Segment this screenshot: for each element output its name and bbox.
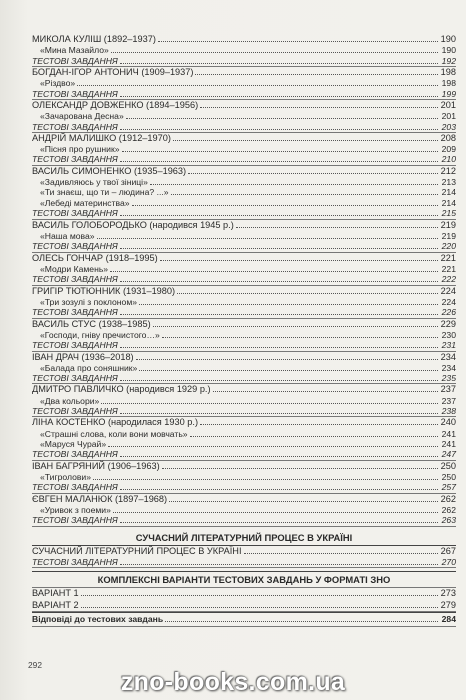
toc-author-row[interactable] xyxy=(32,384,456,395)
section-item-label: СУЧАСНИЙ ЛІТЕРАТУРНИЙ ПРОЦЕС В УКРАЇНІ xyxy=(32,545,242,556)
dot-leader xyxy=(136,352,438,360)
toc-variant-row[interactable] xyxy=(32,588,456,599)
toc-variant-row[interactable] xyxy=(32,600,456,611)
dot-leader xyxy=(139,297,438,305)
page-ref: 224 xyxy=(440,285,456,296)
page-ref: 221 xyxy=(440,252,456,263)
page-ref: 231 xyxy=(441,340,456,351)
toc-author-row[interactable] xyxy=(32,286,456,297)
work-title: «Наша мова» xyxy=(40,230,95,241)
toc-work-row[interactable] xyxy=(32,396,456,406)
page-ref: 241 xyxy=(441,428,456,439)
page-ref: 219 xyxy=(440,219,456,230)
author-heading: ВАСИЛЬ ГОЛОБОРОДЬКО (народився 1945 р.) xyxy=(32,219,234,230)
work-title: «Лебеді материнства» xyxy=(40,197,130,208)
dot-leader xyxy=(195,67,438,75)
toc-work-row[interactable] xyxy=(32,264,456,274)
author-heading: АНДРІЙ МАЛИШКО (1912–1970) xyxy=(32,132,171,143)
page-ref: 257 xyxy=(441,482,456,493)
page-ref: 262 xyxy=(441,504,456,515)
toc-tests-row[interactable] xyxy=(32,56,456,66)
tests-label: ТЕСТОВІ ЗАВДАННЯ xyxy=(32,556,118,567)
toc-work-row[interactable] xyxy=(32,187,456,197)
toc-section-modern xyxy=(32,545,456,569)
toc-tests-row[interactable] xyxy=(32,241,456,251)
page-ref: 214 xyxy=(441,197,456,208)
author-heading: МИКОЛА КУЛІШ (1892–1937) xyxy=(32,34,156,44)
work-title: «Три зозулі з поклоном» xyxy=(40,296,138,307)
page-ref: 221 xyxy=(441,263,456,274)
dot-leader xyxy=(120,208,438,216)
tests-label: ТЕСТОВІ ЗАВДАННЯ xyxy=(32,482,118,493)
toc-entry-bahrianyi xyxy=(32,461,456,494)
dot-leader xyxy=(139,363,438,371)
tests-label: ТЕСТОВІ ЗАВДАННЯ xyxy=(32,121,118,132)
toc-work-row[interactable] xyxy=(32,505,456,515)
page-ref: 198 xyxy=(441,78,456,89)
work-title: «Страшні слова, коли вони мовчать» xyxy=(40,428,188,439)
page-number: 292 xyxy=(28,660,42,670)
author-heading: ЄВГЕН МАЛАНЮК (1897–1968) xyxy=(32,493,168,504)
toc-tests-row[interactable] xyxy=(32,515,456,525)
toc-tests-row[interactable] xyxy=(32,274,456,284)
dot-leader xyxy=(120,56,438,64)
tests-label: ТЕСТОВІ ЗАВДАННЯ xyxy=(32,208,118,219)
section-title-modern: СУЧАСНИЙ ЛІТЕРАТУРНИЙ ПРОЦЕС В УКРАЇНІ xyxy=(135,531,353,543)
toc-entry-symonenko xyxy=(32,166,456,220)
page-ref: 198 xyxy=(440,66,456,77)
dot-leader xyxy=(165,614,438,622)
dot-leader xyxy=(173,133,438,141)
work-title: «Господи, гніву пречистого…» xyxy=(40,329,160,340)
toc-tests-row[interactable] xyxy=(32,122,456,132)
page-ref: 214 xyxy=(441,187,456,198)
page-ref: 279 xyxy=(440,599,456,610)
page-ref: 210 xyxy=(441,154,456,165)
tests-label: ТЕСТОВІ ЗАВДАННЯ xyxy=(32,154,118,165)
tests-label: ТЕСТОВІ ЗАВДАННЯ xyxy=(32,241,118,252)
page-ref: 209 xyxy=(441,144,456,155)
dot-leader xyxy=(120,515,438,523)
dot-leader xyxy=(93,472,438,480)
dot-leader xyxy=(110,264,438,272)
work-title: «Маруся Чурай» xyxy=(40,439,107,450)
toc-author-row[interactable] xyxy=(32,34,456,45)
dot-leader xyxy=(120,340,438,348)
tests-label: ТЕСТОВІ ЗАВДАННЯ xyxy=(32,406,118,417)
toc-tests-row[interactable] xyxy=(32,449,456,459)
tests-label: ТЕСТОВІ ЗАВДАННЯ xyxy=(32,88,118,99)
toc-entry-malyshko xyxy=(32,133,456,166)
toc-work-row[interactable] xyxy=(32,231,456,241)
toc-tests-row[interactable] xyxy=(32,154,456,164)
page-ref: 237 xyxy=(440,384,456,395)
dot-leader xyxy=(150,177,438,185)
dot-leader xyxy=(169,494,438,502)
toc-entry-malaniuk xyxy=(32,494,456,527)
dot-leader xyxy=(122,144,438,152)
tests-label: ТЕСТОВІ ЗАВДАННЯ xyxy=(32,307,118,318)
dot-leader xyxy=(108,439,438,447)
toc-author-row[interactable] xyxy=(32,494,456,505)
work-title: «Модри Камень» xyxy=(40,263,109,274)
page-ref: 270 xyxy=(441,556,456,567)
page-ref: 284 xyxy=(441,613,456,624)
toc-entry-kostenko xyxy=(32,417,456,460)
page-ref: 234 xyxy=(440,351,456,362)
page-ref: 203 xyxy=(441,121,456,132)
variant-label: ВАРІАНТ 1 xyxy=(32,588,79,599)
dot-leader xyxy=(120,154,438,162)
toc-tests-row[interactable] xyxy=(32,340,456,350)
dot-leader xyxy=(120,307,438,315)
dot-leader xyxy=(113,505,438,513)
toc-entry-dovzhenko xyxy=(32,100,456,133)
page-ref: 226 xyxy=(441,307,456,318)
page-ref: 201 xyxy=(440,99,456,110)
page-ref: 229 xyxy=(440,318,456,329)
tests-label: ТЕСТОВІ ЗАВДАННЯ xyxy=(32,449,118,460)
answers-label: Відповіді до тестових завдань xyxy=(32,613,164,624)
work-title: «Уривок з поеми» xyxy=(40,504,111,515)
dot-leader xyxy=(126,111,438,119)
toc-tests-row[interactable] xyxy=(32,557,456,567)
tests-label: ТЕСТОВІ ЗАВДАННЯ xyxy=(32,515,118,526)
page-ref: 241 xyxy=(441,439,456,450)
toc-tests-row[interactable] xyxy=(32,307,456,317)
page-ref: 208 xyxy=(440,132,456,143)
work-title: «Балада про соняшник» xyxy=(40,362,138,373)
page-ref: 213 xyxy=(441,177,456,188)
page-ref: 250 xyxy=(441,471,456,482)
toc-author-row[interactable] xyxy=(32,352,456,363)
page-ref: 219 xyxy=(441,230,456,241)
author-heading: ЛІНА КОСТЕНКО (народилася 1930 р.) xyxy=(32,417,199,428)
toc-entry-stus xyxy=(32,319,456,352)
toc-work-row[interactable] xyxy=(32,429,456,439)
page-ref: 263 xyxy=(441,515,456,526)
section-title-zno: КОМПЛЕКСНІ ВАРІАНТИ ТЕСТОВИХ ЗАВДАНЬ У ФОРМАТІ ЗНО xyxy=(32,571,456,588)
dot-leader xyxy=(213,384,438,392)
dot-leader xyxy=(200,100,438,108)
toc-work-row[interactable] xyxy=(32,111,456,121)
page-ref: 212 xyxy=(440,165,456,176)
toc-tests-row[interactable] xyxy=(32,482,456,492)
author-heading: ДМИТРО ПАВЛИЧКО (народився 1929 р.) xyxy=(32,384,211,395)
dot-leader xyxy=(120,241,438,249)
page-ref: 230 xyxy=(441,329,456,340)
work-title: «Різдво» xyxy=(40,78,76,89)
dot-leader xyxy=(120,406,438,414)
toc-work-row[interactable] xyxy=(32,78,456,88)
toc-author-row[interactable] xyxy=(32,319,456,330)
toc-work-row[interactable] xyxy=(32,297,456,307)
page-ref: 240 xyxy=(440,417,456,428)
tests-label: ТЕСТОВІ ЗАВДАННЯ xyxy=(32,274,118,285)
toc-entry-antonych xyxy=(32,67,456,100)
dot-leader xyxy=(158,34,438,42)
toc-author-row[interactable] xyxy=(32,253,456,264)
work-title: «Задивляюсь у твої зіниці» xyxy=(40,177,148,188)
dot-leader xyxy=(120,557,438,565)
dot-leader xyxy=(200,417,438,425)
dot-leader xyxy=(120,122,438,130)
dot-leader xyxy=(153,319,438,327)
toc-answers-row[interactable] xyxy=(32,613,456,626)
toc-entry-kulish xyxy=(32,34,456,67)
toc-entry-tiutiunnyk xyxy=(32,286,456,319)
page-ref: 237 xyxy=(441,395,456,406)
variant-label: ВАРІАНТ 2 xyxy=(32,599,79,610)
author-heading: ВАСИЛЬ СТУС (1938–1985) xyxy=(32,318,151,329)
page-ref: 215 xyxy=(441,208,456,219)
work-title: «Пісня про рушник» xyxy=(40,144,120,155)
author-heading: ВАСИЛЬ СИМОНЕНКО (1935–1963) xyxy=(32,165,187,176)
dot-leader xyxy=(120,449,438,457)
dot-leader xyxy=(111,45,438,53)
toc-tests-row[interactable] xyxy=(32,208,456,218)
work-title: «Мина Мазайло» xyxy=(40,45,109,56)
page-ref: 267 xyxy=(440,545,456,556)
dot-leader xyxy=(188,166,438,174)
dot-leader xyxy=(120,373,438,381)
dot-leader xyxy=(236,220,438,228)
page-ref: 238 xyxy=(441,406,456,417)
author-heading: ІВАН БАГРЯНИЙ (1906–1963) xyxy=(32,460,160,471)
tests-label: ТЕСТОВІ ЗАВДАННЯ xyxy=(32,373,118,384)
page-ref: 250 xyxy=(440,460,456,471)
toc-tests-row[interactable] xyxy=(32,89,456,99)
toc-answers xyxy=(32,612,456,627)
toc-work-row[interactable] xyxy=(32,198,456,208)
toc-tests-row[interactable] xyxy=(32,406,456,416)
toc-author-row[interactable] xyxy=(32,461,456,472)
toc-section-row[interactable] xyxy=(32,546,456,557)
site-watermark: zno-books.com.ua xyxy=(120,668,346,696)
toc-tests-row[interactable] xyxy=(32,373,456,383)
toc-author-row[interactable] xyxy=(32,67,456,78)
author-heading: ОЛЕКСАНДР ДОВЖЕНКО (1894–1956) xyxy=(32,99,199,110)
author-heading: БОГДАН-ІГОР АНТОНИЧ (1909–1937) xyxy=(32,66,194,77)
dot-leader xyxy=(101,396,438,404)
dot-leader xyxy=(120,274,438,282)
dot-leader xyxy=(171,187,438,195)
tests-label: ТЕСТОВІ ЗАВДАННЯ xyxy=(32,55,118,66)
page-ref: 199 xyxy=(441,88,456,99)
page-ref: 190 xyxy=(441,45,456,56)
toc-entry-honchar xyxy=(32,253,456,286)
dot-leader xyxy=(120,89,438,97)
toc-author-row[interactable] xyxy=(32,133,456,144)
page-ref: 235 xyxy=(441,373,456,384)
table-of-contents xyxy=(32,34,456,627)
author-heading: ІВАН ДРАЧ (1936–2018) xyxy=(32,351,134,362)
page-ref: 220 xyxy=(441,241,456,252)
toc-author-row[interactable] xyxy=(32,220,456,231)
author-heading: ОЛЕСЬ ГОНЧАР (1918–1995) xyxy=(32,252,158,263)
tests-label: ТЕСТОВІ ЗАВДАННЯ xyxy=(32,340,118,351)
work-title: «Два кольори» xyxy=(40,395,100,406)
toc-work-row[interactable] xyxy=(32,177,456,187)
dot-leader xyxy=(132,198,438,206)
toc-work-row[interactable] xyxy=(32,472,456,482)
toc-work-row[interactable] xyxy=(32,439,456,449)
toc-entry-pavlychko xyxy=(32,384,456,417)
toc-author-row[interactable] xyxy=(32,417,456,428)
work-title: «Зачарована Десна» xyxy=(40,111,124,122)
dot-leader xyxy=(162,461,438,469)
toc-author-row[interactable] xyxy=(32,166,456,177)
page-ref: 222 xyxy=(441,274,456,285)
toc-entry-holoborodko xyxy=(32,220,456,253)
dot-leader xyxy=(190,429,438,437)
dot-leader xyxy=(97,231,438,239)
dot-leader xyxy=(81,588,438,596)
toc-work-row[interactable] xyxy=(32,144,456,154)
toc-author-row[interactable] xyxy=(32,100,456,111)
work-title: «Ти знаєш, що ти – людина? ...» xyxy=(40,187,169,198)
dot-leader xyxy=(77,78,438,86)
toc-section-zno xyxy=(32,588,456,611)
dot-leader xyxy=(177,286,438,294)
page-ref: 224 xyxy=(441,296,456,307)
page-ref: 190 xyxy=(440,34,456,44)
page-ref: 262 xyxy=(440,493,456,504)
dot-leader xyxy=(244,546,439,554)
page-ref: 247 xyxy=(441,449,456,460)
page-ref: 192 xyxy=(441,55,456,66)
page-ref: 201 xyxy=(441,111,456,122)
dot-leader xyxy=(120,482,438,490)
toc-work-row[interactable] xyxy=(32,45,456,55)
author-heading: ГРИГІР ТЮТЮННИК (1931–1980) xyxy=(32,285,176,296)
page-ref: 234 xyxy=(441,362,456,373)
dot-leader xyxy=(81,600,438,608)
work-title: «Тигролови» xyxy=(40,471,91,482)
dot-leader xyxy=(162,330,438,338)
toc-entry-drach xyxy=(32,352,456,385)
page-ref: 273 xyxy=(440,588,456,599)
toc-work-row[interactable] xyxy=(32,330,456,340)
toc-work-row[interactable] xyxy=(32,363,456,373)
dot-leader xyxy=(160,253,438,261)
